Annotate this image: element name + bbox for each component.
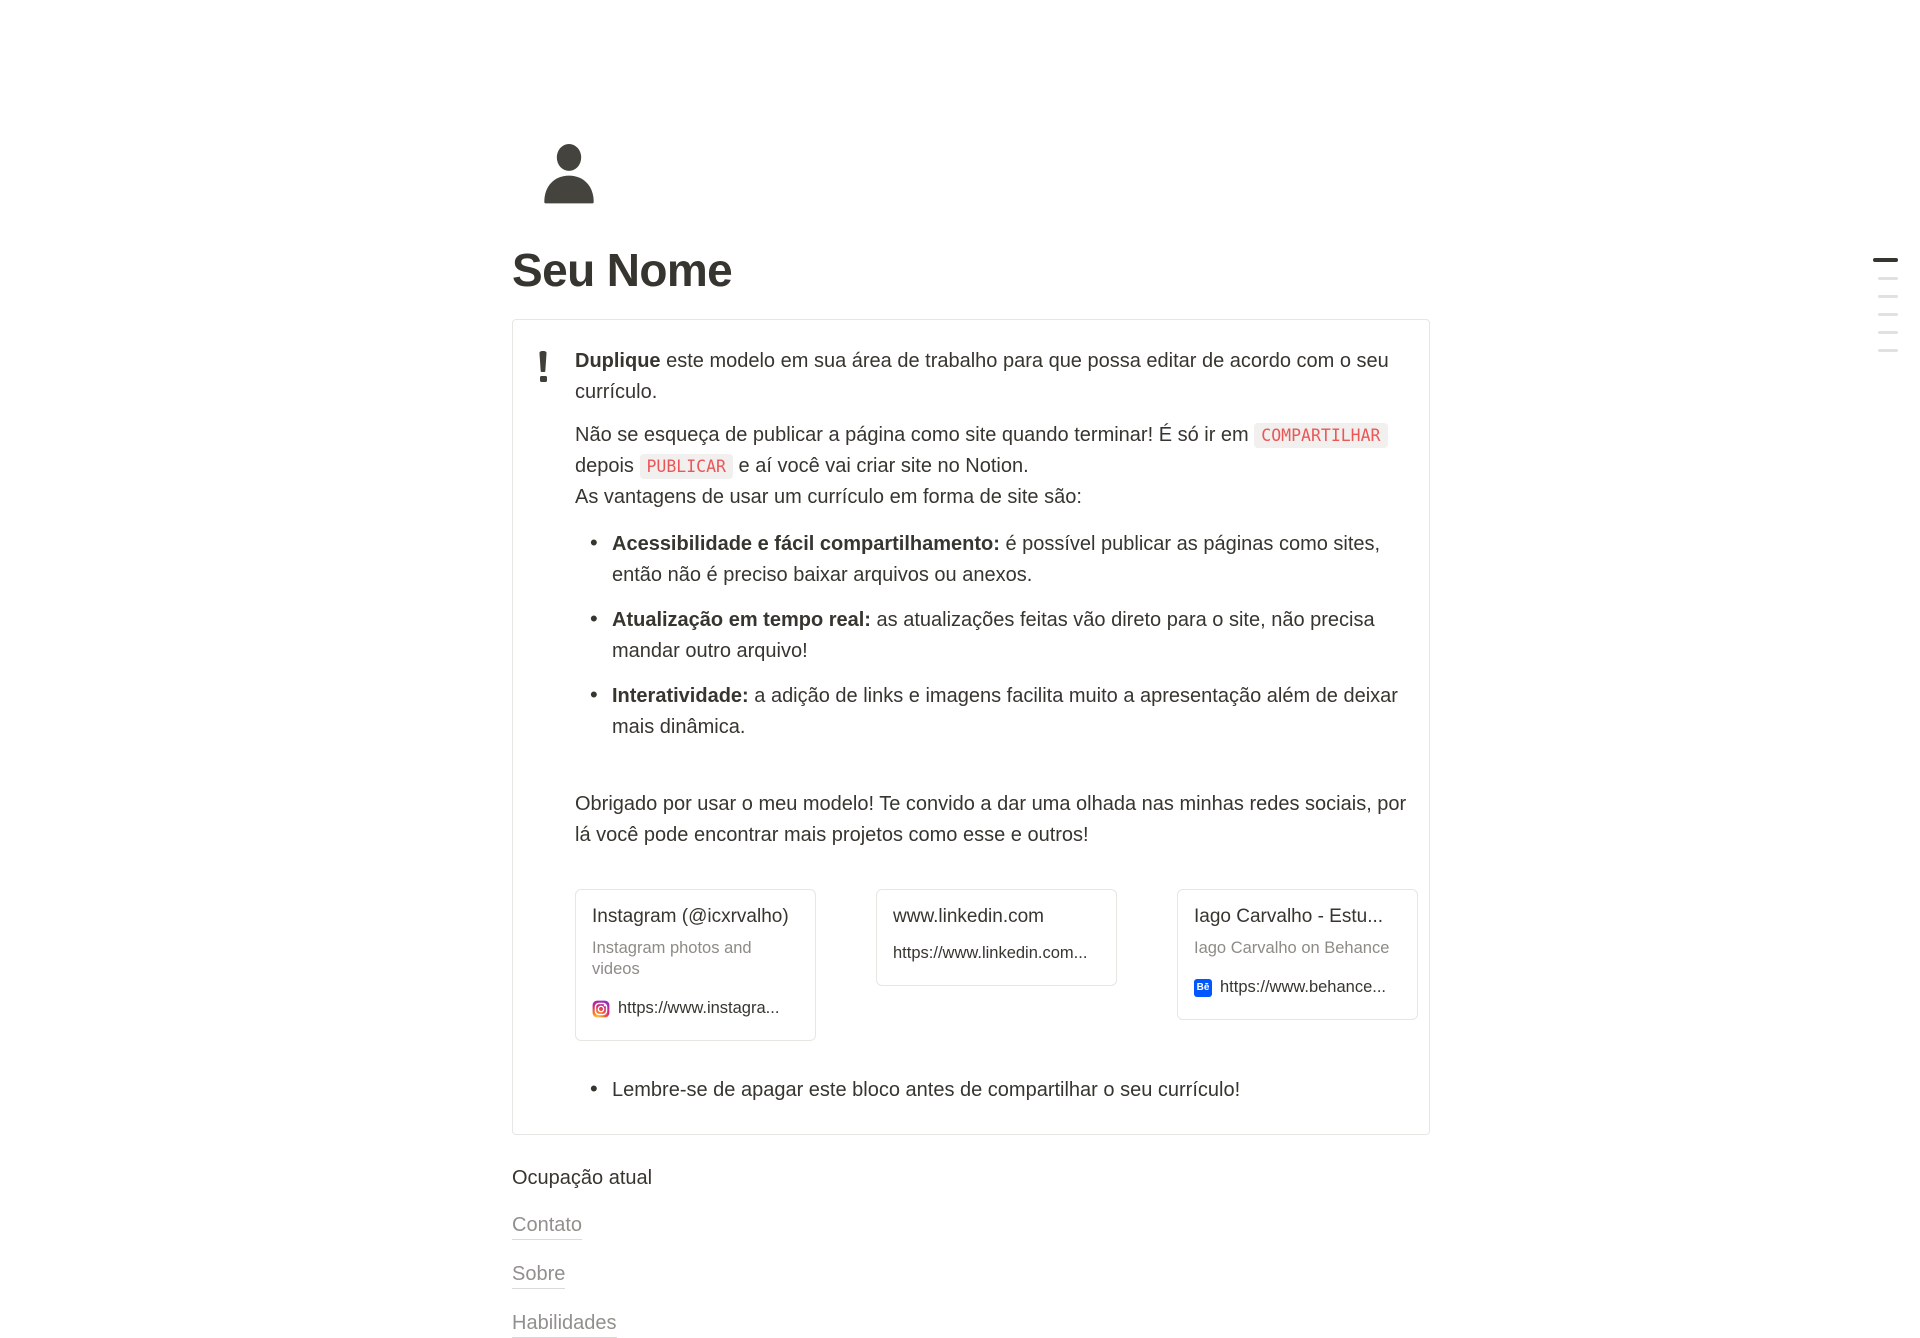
list-item [575,681,1418,743]
linkedin-bookmark-card[interactable] [876,889,1117,986]
toc-line[interactable] [1878,331,1898,334]
publicar-code-badge: PUBLICAR [640,454,733,479]
page-link-row [512,1310,1430,1338]
bullet-bold-text: Interatividade: [612,685,749,707]
bullet-bold-text: Atualização em tempo real: [612,609,871,631]
person-icon [530,133,608,215]
bookmark-title: Iago Carvalho - Estu... [1194,906,1384,927]
bookmark-url-row [893,938,1100,969]
reminder-list [575,1075,1418,1106]
occupation-text: Ocupação atual [512,1167,653,1189]
toc-line[interactable] [1878,349,1898,352]
bookmark-title: www.linkedin.com [893,906,1044,927]
page-link-contato[interactable]: Contato [512,1212,582,1240]
toc-line[interactable] [1878,277,1898,280]
page-link-habilidades[interactable]: Habilidades [512,1310,617,1338]
page-link-row [512,1261,1430,1289]
instagram-icon [592,1000,610,1018]
page-content [512,0,1430,1338]
callout-body [575,346,1418,1106]
toc-line-active[interactable] [1873,258,1898,262]
list-item: • Lembre-se de apagar este bloco antes de compartilhar o seu currículo! [575,1075,1418,1106]
intro-text: este modelo em sua área de trabalho para que possa editar de acordo com o seu currículo. [575,350,1389,403]
bullet-text: as atualizações feitas vão direto para o site, não precisa mandar outro arquivo! [612,609,1375,662]
publish-text-3: e aí você vai criar site no Notion. [732,455,1029,477]
page-link-row [512,1212,1430,1240]
behance-bookmark-card[interactable] [1177,889,1418,1020]
page-avatar-icon[interactable] [530,133,608,215]
instagram-bookmark-card[interactable] [575,889,816,1041]
compartilhar-code-badge: COMPARTILHAR [1254,423,1387,448]
toc-line[interactable] [1878,313,1898,316]
publish-paragraph [575,420,1418,513]
list-item [575,605,1418,667]
advantages-list [575,529,1418,743]
bookmark-url: https://www.behance... [1220,978,1387,996]
exclamation-icon[interactable] [537,351,549,382]
bookmark-cards-row [575,889,1418,1041]
thanks-paragraph: Obrigado por usar o meu modelo! Te convido a dar uma olhada nas minhas redes sociais, por lá você pode encontrar mais projetos como esse e outros! [575,793,1407,846]
bullet-text: é possível publicar as páginas como sites, então não é preciso baixar arquivos ou anexos. [612,533,1381,586]
page-title: Seu Nome [512,244,733,296]
bookmark-url-row [592,993,799,1024]
bookmark-url: https://www.instagra... [618,999,780,1017]
page-link-sobre[interactable]: Sobre [512,1261,565,1289]
bullet-bold-text: Acessibilidade e fácil compartilhamento: [612,533,1000,555]
publish-text-1: Não se esqueça de publicar a página como site quando terminar! É só ir em [575,424,1255,446]
bookmark-description: Iago Carvalho on Behance [1194,939,1390,957]
instructions-callout [512,319,1430,1135]
intro-paragraph [575,346,1418,408]
bullet-text: a adição de links e imagens facilita muito a apresentação além de deixar mais dinâmica. [612,685,1398,738]
bookmark-url-row [1194,972,1401,1003]
list-item [575,529,1418,591]
bookmark-title: Instagram (@icxrvalho) [592,906,789,927]
intro-bold-text: Duplique [575,350,661,372]
toc-line[interactable] [1878,295,1898,298]
bookmark-url: https://www.linkedin.com... [893,944,1088,962]
callout-icon-column [537,346,575,1106]
table-of-contents-indicator [1873,258,1898,352]
advantages-intro-text: As vantagens de usar um currículo em forma de site são: [575,486,1082,508]
behance-icon: Bē [1194,979,1212,997]
publish-text-2: depois [575,455,640,477]
bookmark-description: Instagram photos and videos [592,939,752,978]
